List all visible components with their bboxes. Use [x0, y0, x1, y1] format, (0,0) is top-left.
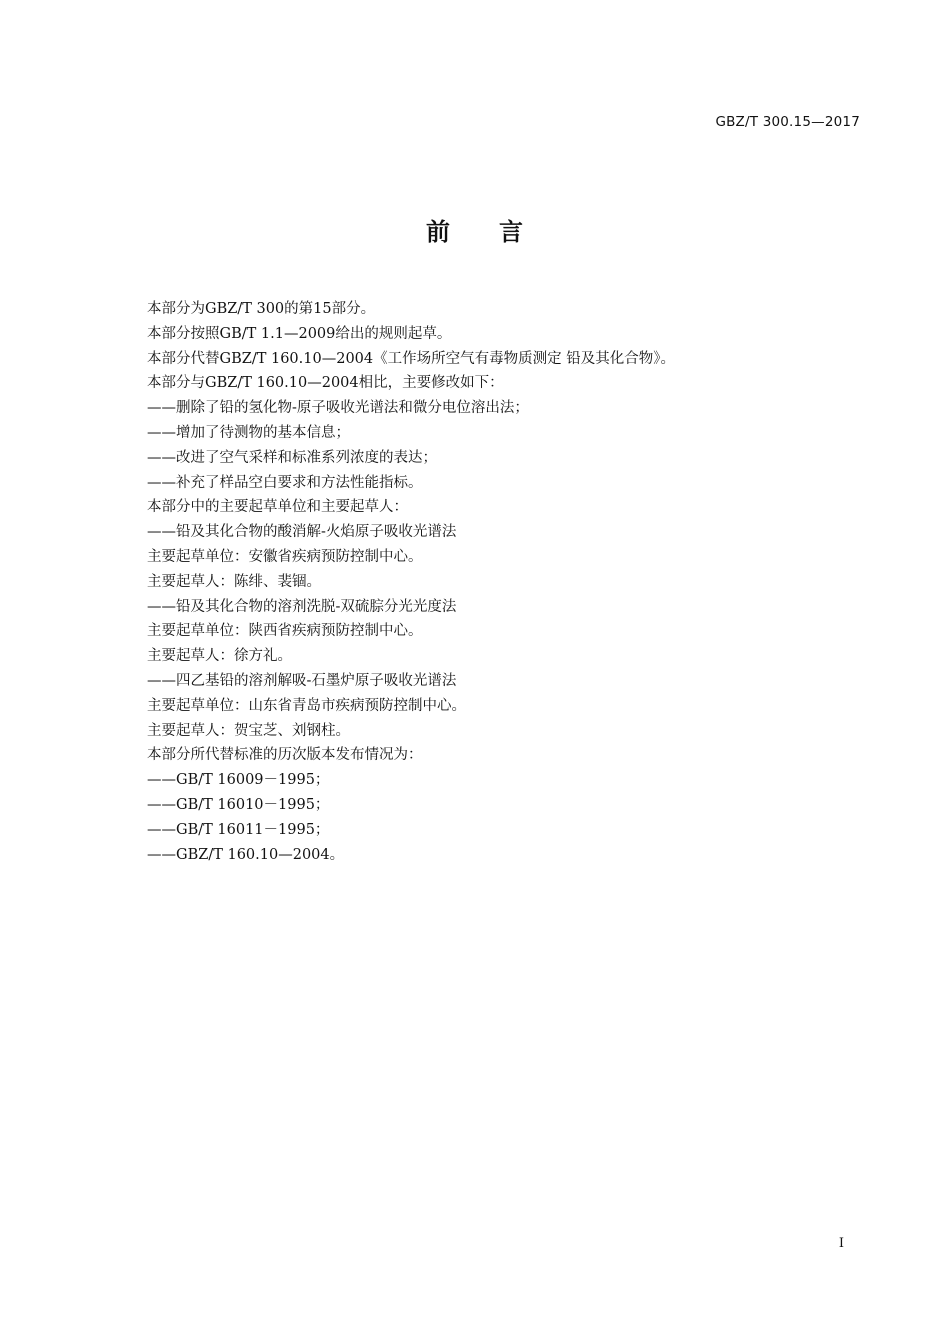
list-item: ——铅及其化合物的酸消解-火焰原子吸收光谱法: [147, 524, 457, 541]
list-item: ——增加了待测物的基本信息；: [147, 424, 350, 441]
text-line: 主要起草人：徐方礼。: [147, 648, 292, 665]
list-item: ——改进了空气采样和标准系列浓度的表达；: [147, 449, 437, 466]
text-line: 本部分中的主要起草单位和主要起草人：: [147, 499, 408, 516]
text-line: 主要起草单位：安徽省疾病预防控制中心。: [147, 548, 423, 565]
title-char-2: 言: [499, 218, 524, 246]
standard-code: GBZ/T 300.15—2017: [715, 114, 860, 130]
list-item: ——铅及其化合物的溶剂洗脱-双硫腙分光光度法: [147, 598, 457, 615]
text-line: 本部分为GBZ/T 300的第15部分。: [147, 301, 376, 317]
text-line: 本部分代替GBZ/T 160.10—2004《工作场所空气有毒物质测定 铅及其化合物》。: [147, 350, 675, 367]
text-line: 本部分所代替标准的历次版本发布情况为：: [147, 747, 423, 764]
list-item: ——GB/T 16010－1995；: [147, 796, 330, 813]
foreword-body: [147, 297, 867, 867]
list-item: ——GB/T 16011－1995；: [147, 821, 330, 838]
text-line: 主要起草人：陈绯、裴锢。: [147, 573, 321, 590]
page-title: [0, 212, 950, 247]
page-number: I: [838, 1236, 844, 1251]
list-item: ——删除了铅的氢化物-原子吸收光谱法和微分电位溶出法；: [147, 400, 529, 417]
list-item: ——GB/T 16009－1995；: [147, 772, 330, 789]
text-line: 主要起草人：贺宝芝、刘钢柱。: [147, 722, 350, 739]
list-item: ——四乙基铅的溶剂解吸-石墨炉原子吸收光谱法: [147, 672, 457, 689]
text-line: 本部分与GBZ/T 160.10—2004相比，主要修改如下：: [147, 375, 504, 392]
list-item: ——补充了样品空白要求和方法性能指标。: [147, 474, 423, 491]
list-item: ——GBZ/T 160.10—2004。: [147, 846, 345, 863]
text-line: 主要起草单位：山东省青岛市疾病预防控制中心。: [147, 697, 466, 714]
text-line: 本部分按照GB/T 1.1—2009给出的规则起草。: [147, 325, 452, 342]
title-char-1: 前: [426, 218, 451, 246]
text-line: 主要起草单位：陕西省疾病预防控制中心。: [147, 623, 423, 640]
